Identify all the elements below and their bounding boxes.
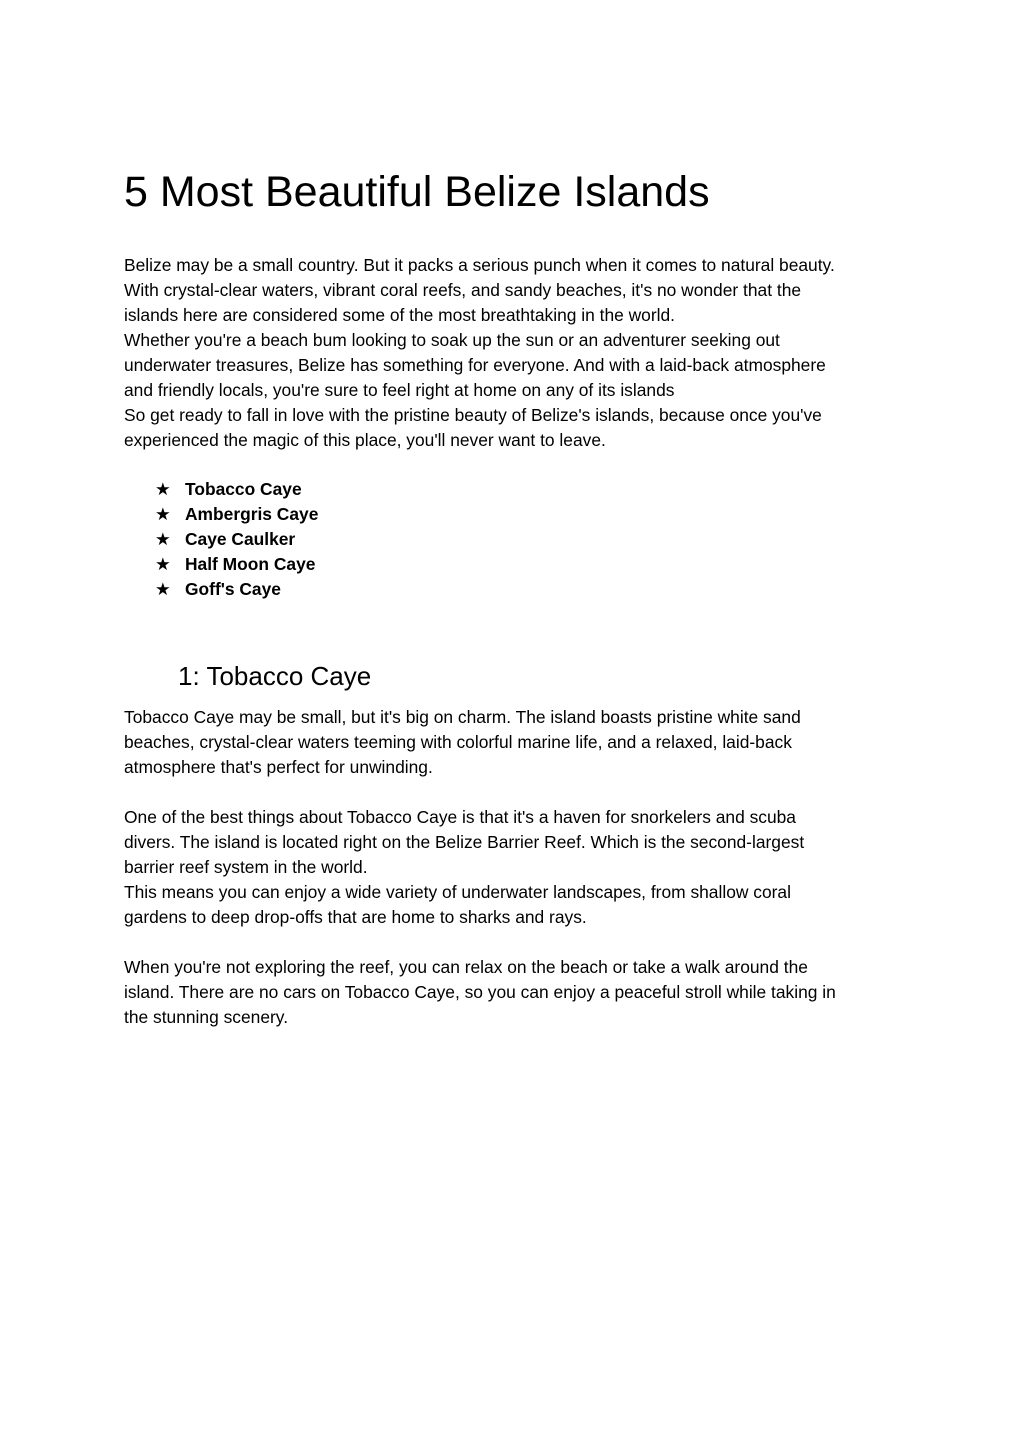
star-bullet-icon: ★ — [155, 579, 171, 599]
body-line: barrier reef system in the world. — [124, 857, 368, 877]
section-body-tobacco-caye — [124, 705, 914, 1030]
star-bullet-icon: ★ — [155, 504, 171, 524]
document-title: 5 Most Beautiful Belize Islands — [124, 168, 710, 216]
intro-line: Whether you're a beach bum looking to soak up the sun or an adventurer seeking out — [124, 330, 780, 350]
body-line: One of the best things about Tobacco Caye is that it's a haven for snorkelers and scuba — [124, 807, 796, 827]
list-item-label: Goff's Caye — [185, 579, 281, 599]
star-bullet-icon: ★ — [155, 479, 171, 499]
intro-line: Belize may be a small country. But it packs a serious punch when it comes to natural beauty. — [124, 255, 835, 275]
list-item — [155, 552, 318, 577]
intro-paragraph — [124, 253, 914, 453]
body-line: the stunning scenery. — [124, 1007, 289, 1027]
paragraph-spacer — [124, 930, 914, 955]
body-line: When you're not exploring the reef, you can relax on the beach or take a walk around the — [124, 957, 808, 977]
intro-line: and friendly locals, you're sure to feel right at home on any of its islands — [124, 380, 675, 400]
intro-line: experienced the magic of this place, you'll never want to leave. — [124, 430, 606, 450]
intro-line: underwater treasures, Belize has something for everyone. And with a laid-back atmosphere — [124, 355, 826, 375]
star-bullet-icon: ★ — [155, 529, 171, 549]
islands-list — [155, 477, 318, 602]
list-item — [155, 502, 318, 527]
body-line: Tobacco Caye may be small, but it's big on charm. The island boasts pristine white sand — [124, 707, 801, 727]
list-item-label: Tobacco Caye — [185, 479, 302, 499]
body-line: beaches, crystal-clear waters teeming with colorful marine life, and a relaxed, laid-back — [124, 732, 792, 752]
body-line: gardens to deep drop-offs that are home to sharks and rays. — [124, 907, 587, 927]
list-item — [155, 527, 318, 552]
list-item — [155, 577, 318, 602]
body-line: atmosphere that's perfect for unwinding. — [124, 757, 433, 777]
body-line: This means you can enjoy a wide variety of underwater landscapes, from shallow coral — [124, 882, 791, 902]
list-item — [155, 477, 318, 502]
star-bullet-icon: ★ — [155, 554, 171, 574]
list-item-label: Half Moon Caye — [185, 554, 316, 574]
list-item-label: Ambergris Caye — [185, 504, 319, 524]
body-line: island. There are no cars on Tobacco Caye, so you can enjoy a peaceful stroll while taking in — [124, 982, 836, 1002]
paragraph-spacer — [124, 780, 914, 805]
intro-line: With crystal-clear waters, vibrant coral reefs, and sandy beaches, it's no wonder that the — [124, 280, 802, 300]
intro-line: islands here are considered some of the most breathtaking in the world. — [124, 305, 676, 325]
body-line: divers. The island is located right on the Belize Barrier Reef. Which is the second-largest — [124, 832, 805, 852]
list-item-label: Caye Caulker — [185, 529, 296, 549]
section-heading-tobacco-caye: 1: Tobacco Caye — [178, 661, 372, 691]
intro-line: So get ready to fall in love with the pristine beauty of Belize's islands, because once you've — [124, 405, 822, 425]
